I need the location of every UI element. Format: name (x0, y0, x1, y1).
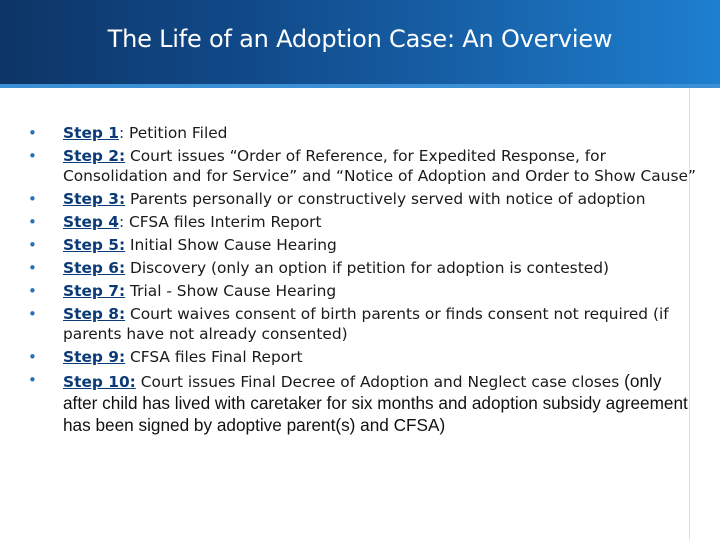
bullet-icon: • (28, 305, 37, 323)
step-item-3 (28, 189, 698, 209)
step-item-2 (28, 146, 698, 186)
bullet-icon: • (28, 371, 37, 389)
step-label: Step 5: (63, 236, 126, 254)
bullet-icon: • (28, 348, 37, 366)
bullet-icon: • (28, 190, 37, 208)
title-divider (0, 84, 720, 88)
step-item-1 (28, 123, 698, 143)
step-label: Step 9: (63, 348, 126, 366)
step-description: Petition Filed (124, 124, 228, 142)
bullet-icon: • (28, 147, 37, 165)
step-item-9 (28, 347, 698, 367)
step-label: Step 10: (63, 373, 136, 391)
step-label: Step 7: (63, 282, 126, 300)
bullet-icon: • (28, 282, 37, 300)
step-label: Step 4 (63, 213, 119, 231)
step-description: Court waives consent of birth parents or finds consent not required (if parents have not already consented) (63, 305, 669, 343)
step-label: Step 2: (63, 147, 126, 165)
bullet-icon: • (28, 236, 37, 254)
step-item-8 (28, 304, 698, 344)
step-description: Trial - Show Cause Hearing (125, 282, 337, 300)
step-colon: : (118, 213, 125, 231)
bullet-icon: • (28, 259, 37, 277)
step-label: Step 6: (63, 259, 126, 277)
step-note: (only after child has lived with caretaker for six months and adoption subsidy agreement has been signed by adoptive parent(s) and CFSA) (63, 371, 688, 435)
step-label: Step 1 (63, 124, 119, 142)
step-description: Initial Show Cause Hearing (125, 236, 337, 254)
step-item-7 (28, 281, 698, 301)
bullet-icon: • (28, 213, 37, 231)
step-label: Step 8: (63, 305, 126, 323)
title-bar (0, 0, 720, 84)
step-description: CFSA files Interim Report (124, 213, 322, 231)
slide-title: The Life of an Adoption Case: An Overview (107, 25, 613, 53)
step-description: Parents personally or constructively served with notice of adoption (125, 190, 646, 208)
step-item-6 (28, 258, 698, 278)
step-description: Court issues “Order of Reference, for Expedited Response, for Consolidation and for Service” and “Notice of Adoption and Order to Show Cause” (63, 147, 696, 185)
step-colon: : (118, 124, 125, 142)
step-item-10 (28, 370, 698, 436)
step-description: Discovery (only an option if petition for adoption is contested) (125, 259, 609, 277)
step-label: Step 3: (63, 190, 126, 208)
step-description: Court issues Final Decree of Adoption and Neglect case closes (135, 373, 625, 391)
step-list (28, 123, 698, 439)
step-description: CFSA files Final Report (125, 348, 303, 366)
step-item-5 (28, 235, 698, 255)
bullet-icon: • (28, 124, 37, 142)
step-item-4 (28, 212, 698, 232)
